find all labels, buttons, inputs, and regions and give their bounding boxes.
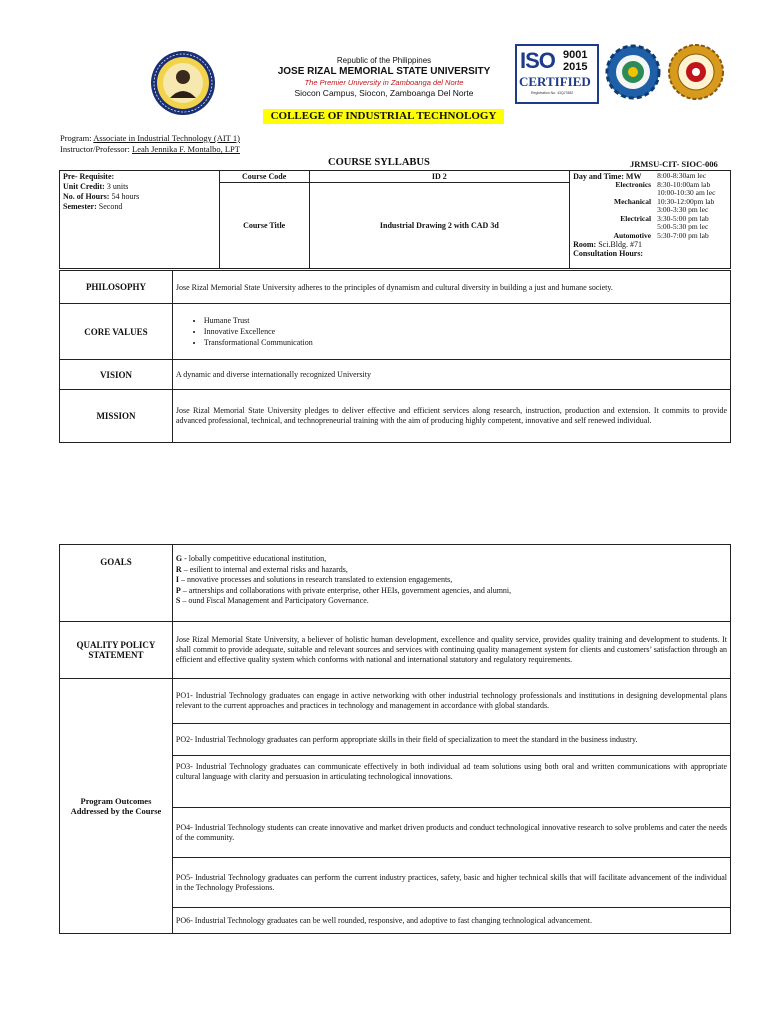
campus-seal (668, 44, 724, 100)
course-title-value: Industrial Drawing 2 with CAD 3d (309, 183, 570, 269)
core-value-item: • Transformational Communication (204, 337, 727, 348)
outcome-item: PO2- Industrial Technology graduates can perform appropriate skills in their field of specialization to meet the standard in the business industry. (172, 724, 730, 756)
goal-item: I – nnovative processes and solutions in research translated to extension engagements, (175, 575, 453, 584)
document-code: JRMSU-CIT- SIOC-006 (630, 159, 718, 169)
outcome-item: PO4- Industrial Technology students can create innovative and market driven products and conduct technological innovative research to solve problems and cater the needs of the community. (172, 808, 730, 858)
schedule-row: 8:00-8:30am lec (657, 171, 707, 180)
iso-text: ISO (520, 48, 555, 73)
course-code-label: Course Code (219, 171, 309, 183)
day-time-label: Day and Time: (573, 172, 624, 181)
iso-year-2: 2015 (563, 61, 588, 73)
mission-label: MISSION (60, 390, 173, 443)
hours-value: 54 hours (111, 192, 140, 201)
instructor-line (60, 144, 240, 154)
program-line (60, 133, 240, 143)
schedule-list (573, 172, 727, 240)
prereq-label: Pre- Requisite: (63, 172, 115, 181)
course-code-value: ID 2 (309, 171, 570, 183)
institution-table (59, 270, 731, 443)
room-value: Sci.Bldg. #71 (598, 240, 642, 249)
schedule-row: Mechanical 10:30-12:00pm lab (614, 196, 715, 206)
header-republic: Republic of the Philippines (336, 56, 432, 65)
goals-label: GOALS (60, 545, 173, 622)
room-label: Room: (573, 240, 597, 249)
header-university: JOSE RIZAL MEMORIAL STATE UNIVERSITY (277, 66, 491, 77)
outcome-item: PO6- Industrial Technology graduates can be well rounded, responsive, and adoptive to fast changing technological advancement. (172, 908, 730, 934)
unit-label: Unit Credit: (63, 182, 105, 191)
semester-label: Semester: (63, 202, 97, 211)
aaccup-logo (605, 44, 661, 100)
instructor-value: Leah Jennika F. Montalbo, LPT (132, 144, 240, 154)
core-values-cell (172, 304, 730, 360)
header-campus: Siocon Campus, Siocon, Zamboanga Del Norte (294, 88, 474, 98)
iso-year-1: 9001 (563, 49, 588, 61)
goals-outcomes-table (59, 544, 731, 934)
iso-registration: Registration No. 43QJ7882 (531, 91, 574, 95)
header-tagline: The Premier University in Zamboanga del Norte (304, 78, 464, 87)
schedule-cell (570, 171, 731, 269)
program-label: Program: (60, 133, 92, 143)
course-info-table (59, 170, 731, 269)
vision-label: VISION (60, 360, 173, 390)
schedule-row: 5:00-5:30 pm lec (657, 222, 709, 231)
vision-text: A dynamic and diverse internationally recognized University (172, 360, 730, 390)
goal-item: S – ound Fiscal Management and Participatory Governance. (175, 596, 369, 605)
core-values-label: CORE VALUES (60, 304, 173, 360)
iso-certified-badge (515, 44, 599, 104)
day-time-value: MW (625, 172, 642, 181)
program-outcomes-label: Program Outcomes Addressed by the Course (60, 679, 173, 934)
instructor-label: Instructor/Professor: (60, 144, 130, 154)
schedule-row: 3:00-3:30 pm lec (657, 205, 709, 214)
semester-value: Second (98, 202, 123, 211)
iso-certified-text: CERTIFIED (519, 74, 591, 89)
philosophy-text: Jose Rizal Memorial State University adheres to the principles of dynamism and cultural diversity in building a just and humane society. (172, 271, 730, 304)
core-values-list (176, 315, 727, 348)
core-value-item: • Innovative Excellence (204, 326, 727, 337)
program-value: Associate in Industrial Technology (AIT 1) (93, 133, 240, 143)
schedule-row: Electrical 3:30-5:00 pm lab (620, 213, 709, 223)
goals-cell (172, 545, 730, 622)
unit-value: 3 units (106, 182, 129, 191)
consultation-label: Consultation Hours: (573, 249, 644, 258)
schedule-row: Electronics 8:30-10:00am lab (615, 179, 711, 189)
course-title-label: Course Title (219, 183, 309, 269)
hours-label: No. of Hours: (63, 192, 110, 201)
schedule-row: Automotive 5:30-7:00 pm lab (613, 230, 709, 240)
quality-policy-text: Jose Rizal Memorial State University, a believer of holistic human development, excellence and quality service, provides quality training and development to students. It shall commit to provide adequate, suitable and relevant sources and services with continuing quality management system for clients and customers’ satisfaction through an efficient and effective quality system which conforms with national and international statutory and regulatory requirements. (172, 622, 730, 679)
outcome-item: PO3- Industrial Technology graduates can communicate effectively in both individual ad team solutions using both oral and written communications with appropriate cultural language with clarity and persuasion in articulating technological innovations. (172, 756, 730, 808)
goal-item: R – esilient to internal and external risks and hazards, (175, 564, 348, 574)
college-banner: COLLEGE OF INDUSTRIAL TECHNOLOGY (263, 109, 504, 124)
document-title: COURSE SYLLABUS (328, 157, 430, 168)
outcome-item: PO1- Industrial Technology graduates can engage in active networking with other industrial technology professionals and institutions in designing developmental plans relevant to the current approaches and practices in technology and management in accordance with global standards. (172, 679, 730, 724)
philosophy-label: PHILOSOPHY (60, 271, 173, 304)
goal-item: G - lobally competitive educational institution, (175, 554, 327, 563)
goal-item: P – artnerships and collaborations with private enterprise, other HEIs, government agencies, and alumni, (175, 585, 512, 595)
schedule-row: 10:00-10:30 am lec (657, 188, 716, 197)
outcome-item: PO5- Industrial Technology graduates can perform the current industry practices, safety, basic and higher technical skills that will facilitate advancement of the individual in the Technology Professions. (172, 858, 730, 908)
course-meta-cell (60, 171, 220, 269)
core-value-item: • Humane Trust (204, 315, 727, 326)
mission-text: Jose Rizal Memorial State University pledges to deliver effective and efficient services along research, instruction, production and extension. It commits to provide advanced professional, technical, and technopreneurial training with the aim of producing highly competent, innovative and self renewed individual. (172, 390, 730, 443)
quality-policy-label: QUALITY POLICY STATEMENT (60, 622, 173, 679)
